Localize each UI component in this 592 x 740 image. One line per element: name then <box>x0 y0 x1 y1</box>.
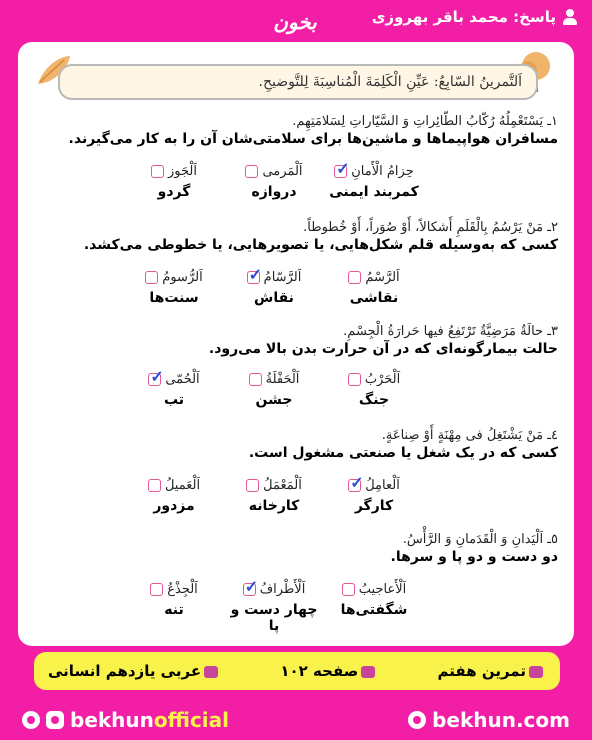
checkbox-icon[interactable] <box>342 583 355 596</box>
question-persian: دو دست و دو پا و سرها. <box>390 549 558 565</box>
option-persian: چهار دست و پا <box>230 602 318 634</box>
question-2 <box>34 220 558 253</box>
question-arabic: ٣ـ حالَةٌ مَرَضِیَّةٌ تَرْتَفِعُ فیها حَرارَةُ الْجِسْمِ. <box>343 324 558 339</box>
social-handles[interactable] <box>22 708 229 732</box>
option-persian: کمربند ایمنی <box>329 184 419 200</box>
option[interactable] <box>224 265 324 306</box>
option-arabic: اَلرُّسومُ <box>162 270 203 285</box>
instagram-icon[interactable] <box>46 711 64 729</box>
footer-page: صفحه ۱۰۲ <box>280 662 378 680</box>
check-mark-icon: ✓ <box>150 367 164 386</box>
question-3 <box>34 324 558 357</box>
option-persian: نقاشی <box>349 290 399 306</box>
handle-text[interactable]: bekhunofficial <box>70 708 230 732</box>
check-mark-icon: ✓ <box>336 159 350 178</box>
option-arabic: اَلْعَمیلُ <box>164 478 201 493</box>
option-arabic: اَلْمَعْمَلُ <box>263 478 302 493</box>
checkbox-icon[interactable] <box>247 265 263 284</box>
option[interactable] <box>124 367 224 408</box>
book-icon <box>361 666 375 678</box>
option[interactable] <box>224 478 324 514</box>
checkbox-icon[interactable] <box>243 577 259 596</box>
answer-text: پاسخ: محمد باقر بهروزی <box>371 8 556 26</box>
question-arabic: ٤ـ مَنْ یَشْتَغِلُ فی مِهْنَةٍ أَوْ صِناعَةٍ. <box>381 428 558 443</box>
options-1 <box>124 159 424 200</box>
option-arabic: اَلْحَفْلَةُ <box>265 372 300 387</box>
check-mark-icon: ✓ <box>350 473 364 492</box>
checkbox-icon[interactable] <box>148 479 161 492</box>
check-mark-icon: ✓ <box>248 265 263 284</box>
option-persian: تب <box>163 392 185 408</box>
graduation-cap-icon <box>204 666 218 678</box>
question-arabic: ١ـ یَسْتَعْمِلُهُ رُكّابُ الطّائِراتِ وَ السَّیّاراتِ لِسَلامَتِهِم. <box>292 114 558 129</box>
footer-book: عربی یازدهم انسانی <box>48 662 221 680</box>
options-2 <box>124 265 424 306</box>
option-persian: مزدور <box>153 498 195 514</box>
option-arabic: اَلْحُمّى <box>165 372 200 387</box>
question-5 <box>34 532 558 565</box>
option-arabic: اَلْحَرْبُ <box>364 372 401 387</box>
option-persian: جنگ <box>358 392 390 408</box>
telegram-icon[interactable] <box>22 711 40 729</box>
option[interactable] <box>324 372 424 408</box>
option-arabic: اَلْعامِلُ <box>365 478 400 493</box>
checkbox-icon[interactable] <box>151 165 164 178</box>
option-arabic: اَلْمَرمی <box>262 164 303 179</box>
checkbox-icon[interactable] <box>334 159 350 178</box>
person-icon <box>529 666 543 678</box>
option-arabic: حِزامُ الْأَمانِ <box>351 164 414 179</box>
option-arabic: اَلرَّسّامُ <box>263 270 302 285</box>
checkbox-icon[interactable] <box>348 271 361 284</box>
option[interactable] <box>324 270 424 306</box>
option-persian: سنت‌ها <box>149 290 199 306</box>
question-arabic: ٥ـ اَلْیَدانِ وَ الْقَدَمانِ وَ الرَّأْسُ. <box>402 532 558 547</box>
option-arabic: اَلْجِذْعُ <box>167 582 198 597</box>
option[interactable] <box>224 577 324 634</box>
option[interactable] <box>324 473 424 514</box>
question-4 <box>34 428 558 461</box>
question-1 <box>34 114 558 147</box>
options-4 <box>124 473 424 514</box>
option[interactable] <box>124 164 224 200</box>
checkbox-icon[interactable] <box>145 271 158 284</box>
option-persian: گردو <box>157 184 191 200</box>
option-persian: کارگر <box>354 498 394 514</box>
bottom-bar <box>0 700 592 740</box>
option[interactable] <box>224 164 324 200</box>
question-persian: کسی که به‌وسیله قلم شکل‌هایی، یا تصویرهایی، یا خطوطی می‌کشد. <box>83 237 558 253</box>
option-arabic: اَلرَّسْمُ <box>365 270 400 285</box>
footer-exercise: تمرین هفتم <box>438 662 546 680</box>
option-arabic: اَلْأَطْرافُ <box>259 582 306 597</box>
person-icon <box>562 9 578 25</box>
top-bar <box>0 0 592 40</box>
question-arabic: ٢ـ مَنْ یَرْسُمُ بِالْقَلَمِ أَشكالاً، أَوْ صُوَراً، أَوْ خُطوطاً. <box>303 220 558 235</box>
globe-icon[interactable] <box>408 711 426 729</box>
checkbox-icon[interactable] <box>348 473 364 492</box>
option-persian: کارخانه <box>248 498 300 514</box>
option-persian: جشن <box>255 392 293 408</box>
option-persian: نقاش <box>254 290 294 306</box>
option[interactable] <box>324 582 424 634</box>
option-arabic: اَلْجَوز <box>168 164 197 179</box>
checkbox-icon[interactable] <box>348 373 361 386</box>
checkbox-icon[interactable] <box>148 367 164 386</box>
option[interactable] <box>124 582 224 634</box>
option-arabic: اَلْأَعاجیبُ <box>358 582 407 597</box>
title-box <box>58 64 538 100</box>
question-persian: حالت بیمارگونه‌ای که در آن حرارت بدن بالا می‌رود. <box>208 341 558 357</box>
option[interactable] <box>124 478 224 514</box>
exercise-card <box>18 42 574 646</box>
option[interactable] <box>224 372 324 408</box>
option[interactable] <box>324 159 424 200</box>
checkbox-icon[interactable] <box>245 165 258 178</box>
question-persian: مسافران هواپیماها و ماشین‌ها برای سلامتی‌شان آن را به کار می‌گیرند. <box>68 131 558 147</box>
option-persian: شگفتی‌ها <box>340 602 408 618</box>
website-text[interactable]: bekhun.com <box>432 708 570 732</box>
website-link[interactable] <box>408 708 570 732</box>
option-persian: دروازه <box>251 184 297 200</box>
options-5 <box>124 577 424 634</box>
checkbox-icon[interactable] <box>150 583 163 596</box>
checkbox-icon[interactable] <box>246 479 259 492</box>
options-3 <box>124 367 424 408</box>
question-persian: کسی که در یک شغل یا صنعتی مشغول است. <box>248 445 558 461</box>
exercise-title: اَلتَّمرینُ السّابِعُ: عَیِّنِ الْكَلِمَةَ الْمُناسِبَةَ لِلتَّوضیحِ. <box>258 74 522 90</box>
logo: بخون <box>273 10 317 34</box>
option-persian: تنه <box>164 602 184 618</box>
footer-banner <box>34 652 560 690</box>
check-mark-icon: ✓ <box>244 577 259 596</box>
answer-label <box>372 8 578 26</box>
option[interactable] <box>124 270 224 306</box>
checkbox-icon[interactable] <box>249 373 262 386</box>
